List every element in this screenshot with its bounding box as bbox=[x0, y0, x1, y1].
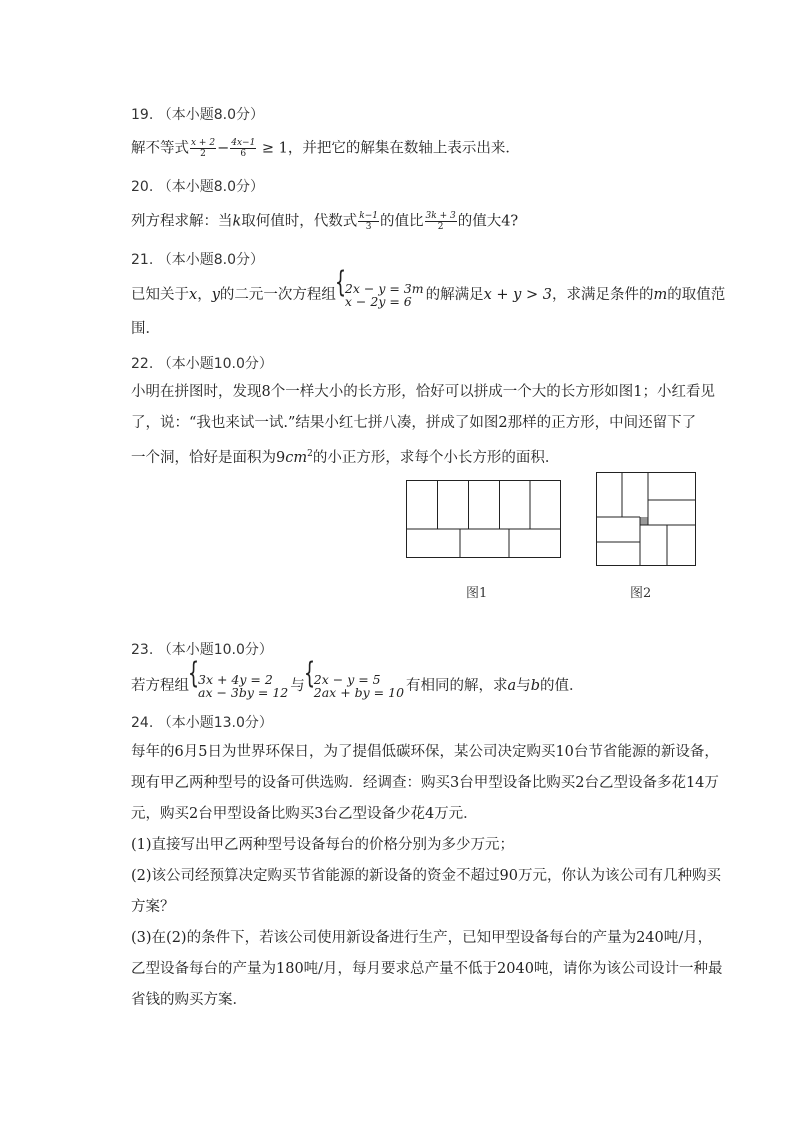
q24-line-3: 元，购买2台甲型设备比购买3台乙型设备少花4万元． bbox=[131, 806, 478, 822]
q20-text-3: 的值比 bbox=[380, 213, 424, 230]
figure-2-diagram bbox=[595, 471, 698, 568]
q23-system-1 bbox=[189, 673, 288, 699]
q20-text-2: 取何值时，代数式 bbox=[241, 213, 358, 230]
q24-header: 24. （本小题13.0分） bbox=[131, 715, 273, 731]
q21-text-4: ，求满足条件的 bbox=[551, 287, 654, 303]
q19-header: 19. （本小题8.0分） bbox=[131, 107, 264, 123]
q23-sys2-eq1: { 2x − y = 5 bbox=[313, 672, 381, 687]
q24-line-2: 现有甲乙两种型号的设备可供选购．经调查：购买3台甲型设备比购买2台乙型设备多花14万 bbox=[131, 775, 719, 791]
q21-equation-system bbox=[336, 282, 424, 308]
q23-var-a: a bbox=[507, 678, 517, 694]
q22-line-2: 了，说：“我也来试一试.”结果小红七拼八凑，拼成了如图2那样的正方形，中间还留下了 bbox=[131, 415, 697, 431]
q19-text-2: ，并把它的解集在数轴上表示出来． bbox=[287, 140, 520, 157]
q23-system-2 bbox=[305, 673, 404, 699]
q24-line-4: (1)直接写出甲乙两种型号设备每台的价格分别为多少万元； bbox=[131, 837, 515, 853]
q21-eq-2: x − 2y = 6 bbox=[344, 294, 412, 309]
q19-minus: − bbox=[217, 140, 230, 157]
q24-line-1: 每年的6月5日为世界环保日，为了提倡低碳环保，某公司决定购买10台节省能源的新设备， bbox=[131, 744, 719, 760]
q20-fraction-1: $\frac{k-1}{3}$ bbox=[359, 211, 379, 232]
q20-header: 20. （本小题8.0分） bbox=[131, 179, 264, 195]
q21-eq-1: { 2x − y = 3m bbox=[344, 281, 424, 296]
q20-fraction-2: $\frac{3k + 3}{2}$ bbox=[425, 211, 456, 232]
q23-text-2: 与 bbox=[290, 678, 305, 694]
q24-line-8: 乙型设备每台的产量为180吨/月，每月要求总产量不低于2040吨，请你为该公司设计一种最 bbox=[131, 961, 723, 977]
q21-var-m: m bbox=[653, 287, 668, 303]
q23-sys1-eq2: ax − 3by = 12 bbox=[198, 685, 289, 700]
q21-header: 21. （本小题8.0分） bbox=[131, 252, 264, 268]
figure-1-label: 图1 bbox=[466, 586, 488, 601]
q21-text-1: 已知关于 bbox=[131, 287, 189, 303]
q23-text-1: 若方程组 bbox=[131, 678, 189, 694]
q22-unit-power: 2 bbox=[307, 449, 313, 459]
q23-text bbox=[131, 673, 583, 699]
q23-text-3: 有相同的解，求 bbox=[406, 678, 508, 694]
q19-inequality: ≥ 1 bbox=[261, 140, 288, 157]
q20-text-4: 的值大4? bbox=[457, 213, 519, 230]
figure-1-diagram bbox=[405, 479, 563, 561]
q24-line-5: (2)该公司经预算决定购买节省能源的新设备的资金不超过90万元，你认为该公司有几种购买 bbox=[131, 868, 721, 884]
q23-text-4: 与 bbox=[516, 678, 531, 694]
fig2-hole bbox=[640, 517, 648, 525]
q21-condition: x + y > 3 bbox=[483, 287, 552, 303]
q20-text bbox=[131, 211, 518, 232]
q22-unit: cm bbox=[285, 449, 308, 466]
q24-line-9: 省钱的购买方案． bbox=[131, 992, 247, 1008]
q23-sys1-eq1: { 3x + 4y = 2 bbox=[198, 672, 273, 687]
q23-text-5: 的值． bbox=[539, 678, 584, 694]
q21-var-y: y bbox=[211, 287, 220, 303]
q20-text-1: 列方程求解：当 bbox=[131, 213, 233, 230]
q22-line-1: 小明在拼图时，发现8个一样大小的长方形，恰好可以拼成一个大的长方形如图1；小红看见 bbox=[131, 384, 715, 400]
q22-line-3a: 一个洞，恰好是面积为9 bbox=[131, 449, 286, 466]
fig1-outer bbox=[407, 481, 561, 558]
q22-line-3 bbox=[131, 444, 559, 468]
q19-text bbox=[131, 138, 520, 159]
q21-text bbox=[131, 282, 725, 308]
q19-fraction-2: $\frac{4x-1}{6}$ bbox=[231, 138, 256, 159]
q21-text-2: 的二元一次方程组 bbox=[219, 287, 336, 303]
q21-comma: ， bbox=[197, 287, 212, 303]
q21-text-3: 的解满足 bbox=[425, 287, 484, 303]
q21-text-5: 的取值范 bbox=[667, 287, 726, 303]
q24-line-7: (3)在(2)的条件下，若该公司使用新设备进行生产，已知甲型设备每台的产量为240吨/月， bbox=[131, 930, 713, 946]
figure-2-label: 图2 bbox=[630, 586, 652, 601]
q21-text-end: 围． bbox=[131, 321, 160, 337]
q23-sys2-eq2: 2ax + by = 10 bbox=[313, 685, 405, 700]
q23-var-b: b bbox=[530, 678, 540, 694]
q19-text-1: 解不等式 bbox=[131, 140, 189, 157]
q20-var-k: k bbox=[232, 213, 242, 230]
q22-header: 22. （本小题10.0分） bbox=[131, 356, 273, 372]
q21-var-x: x bbox=[189, 287, 198, 303]
q22-line-3b: 的小正方形，求每个小长方形的面积． bbox=[312, 449, 560, 466]
q24-line-6: 方案？ bbox=[131, 899, 175, 915]
q19-fraction-1: $\frac{x + 2}{2}$ bbox=[191, 138, 216, 159]
q23-header: 23. （本小题10.0分） bbox=[131, 642, 273, 658]
